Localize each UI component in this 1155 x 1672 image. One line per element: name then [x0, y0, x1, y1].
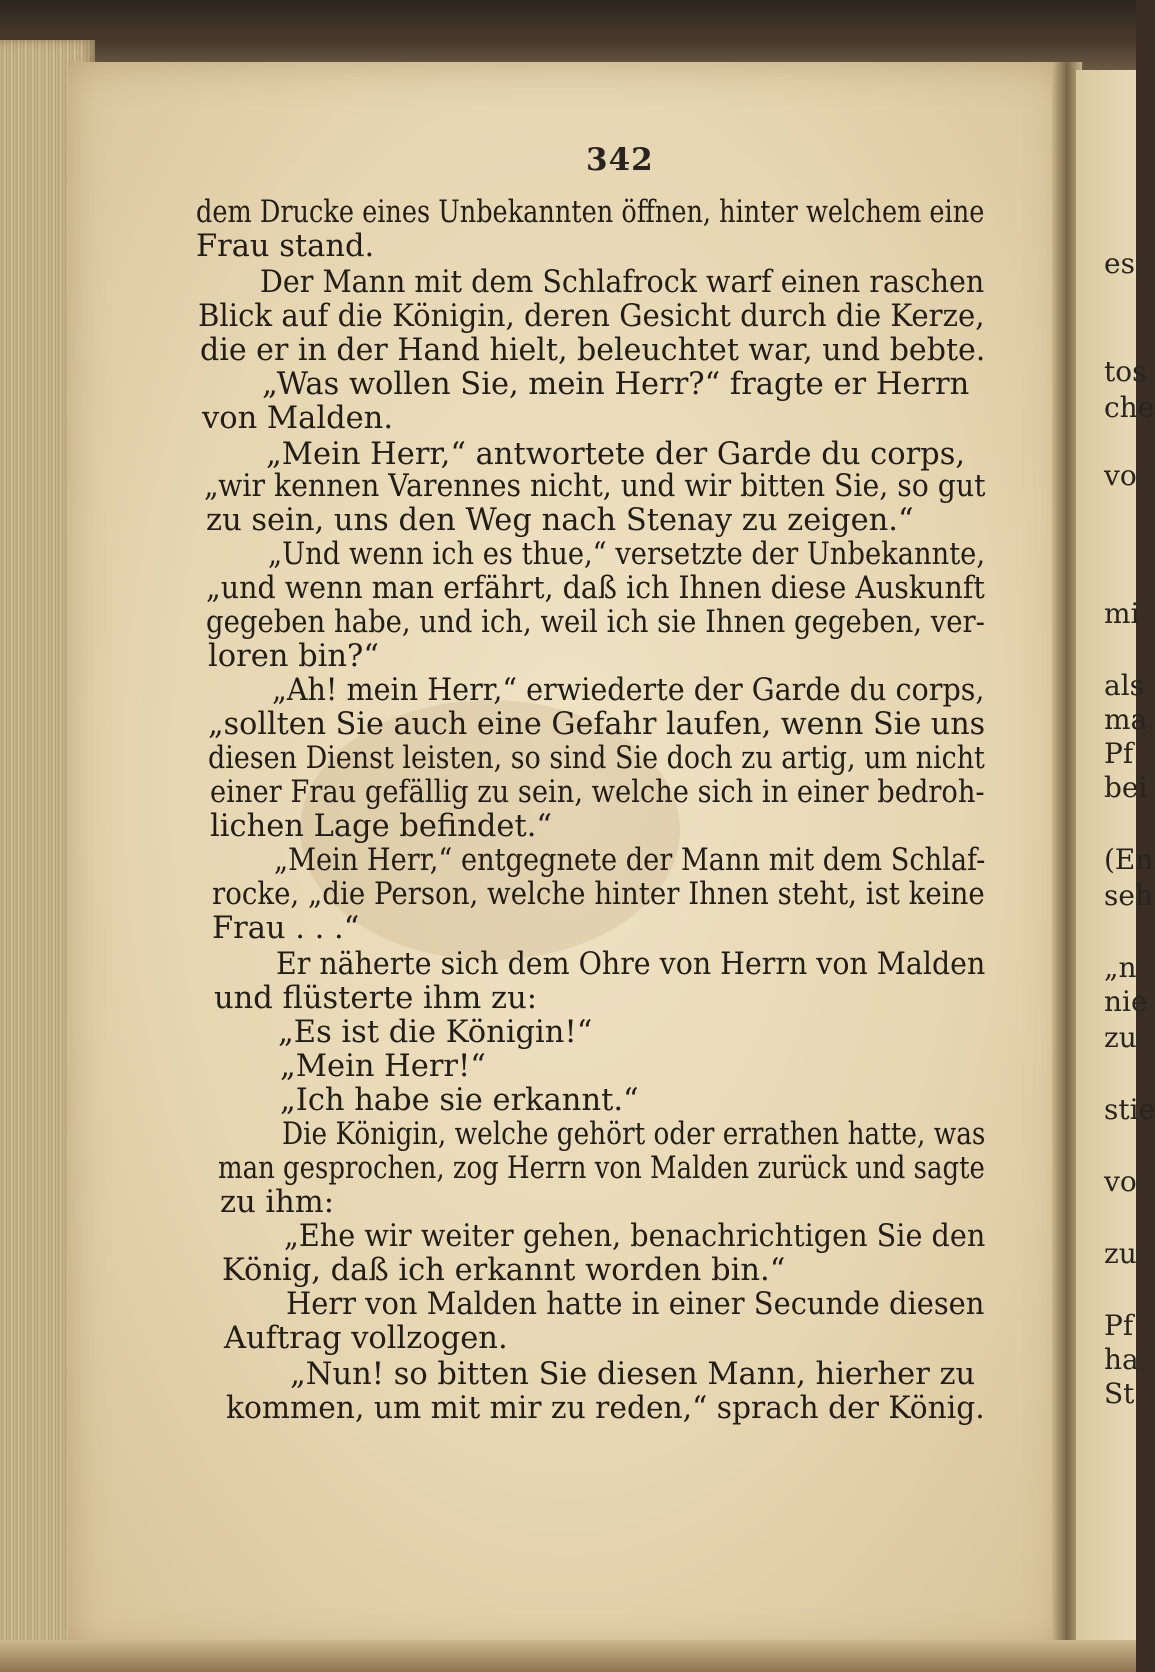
facing-fragment: als: [1104, 669, 1145, 702]
text-line: lichen Lage befindet.“: [210, 809, 553, 844]
text-line: Frau stand.: [196, 229, 375, 264]
text-line: rocke, „die Person, welche hinter Ihnen steht, ist keine: [212, 877, 985, 912]
text-line: kommen, um mit mir zu reden,“ sprach der König.: [226, 1391, 985, 1426]
text-line: gegeben habe, und ich, weil ich sie Ihnen gegeben, ver-: [206, 605, 985, 640]
facing-fragment: St: [1104, 1377, 1135, 1410]
facing-fragment: bei: [1104, 771, 1148, 804]
text-line: man gesprochen, zog Herrn von Malden zurück und sagte: [218, 1151, 985, 1186]
page-bottom-edge: [0, 1640, 1136, 1672]
text-line: König, daß ich erkannt worden bin.“: [222, 1253, 786, 1288]
text-line: diesen Dienst leisten, so sind Sie doch zu artig, um nicht: [208, 741, 985, 776]
facing-fragment: mi: [1104, 597, 1140, 630]
text-line: Er näherte sich dem Ohre von Herrn von Malden: [276, 947, 986, 982]
text-line: einer Frau gefällig zu sein, welche sich in einer bedroh-: [210, 775, 985, 810]
facing-fragment: ma: [1104, 703, 1148, 736]
text-line: „und wenn man erfährt, daß ich Ihnen diese Auskunft: [206, 571, 985, 606]
text-line: und flüsterte ihm zu:: [214, 981, 538, 1016]
text-line: „Es ist die Königin!“: [278, 1015, 593, 1050]
text-line: „Was wollen Sie, mein Herr?“ fragte er Herrn: [262, 367, 970, 402]
facing-fragment: nie: [1104, 985, 1148, 1018]
facing-fragment: es: [1104, 247, 1135, 280]
text-line: Blick auf die Königin, deren Gesicht durch die Kerze,: [198, 299, 985, 334]
text-line: zu ihm:: [220, 1185, 335, 1220]
book-cover-top: [0, 0, 1136, 70]
text-line: „sollten Sie auch eine Gefahr laufen, wenn Sie uns: [208, 707, 986, 742]
text-line: „Ehe wir weiter gehen, benachrichtigen Sie den: [284, 1219, 986, 1254]
facing-fragment: che: [1104, 391, 1155, 424]
text-line: „wir kennen Varennes nicht, und wir bitten Sie, so gut: [204, 469, 986, 504]
text-line: Die Königin, welche gehört oder errathen hatte, was: [282, 1117, 986, 1152]
text-line: dem Drucke eines Unbekannten öffnen, hinter welchem eine: [196, 195, 985, 230]
text-line: „Und wenn ich es thue,“ versetzte der Unbekannte,: [268, 537, 986, 572]
text-line: „Mein Herr,“ antwortete der Garde du corps,: [266, 437, 966, 472]
facing-fragment: Pf: [1104, 1309, 1134, 1342]
text-line: von Malden.: [202, 401, 394, 436]
text-line: loren bin?“: [208, 639, 379, 674]
facing-fragment: vo: [1104, 1165, 1137, 1198]
text-line: „Mein Herr!“: [280, 1049, 486, 1084]
facing-fragment: seh: [1104, 879, 1153, 912]
facing-fragment: stie: [1104, 1093, 1155, 1126]
text-line: Herr von Malden hatte in einer Secunde diesen: [286, 1287, 985, 1322]
text-line: Auftrag vollzogen.: [224, 1321, 508, 1356]
facing-fragment: zu: [1104, 1021, 1137, 1054]
text-line: „Ah! mein Herr,“ erwiederte der Garde du corps,: [272, 673, 985, 708]
facing-fragment: Pf: [1104, 737, 1134, 770]
facing-fragment: „n: [1104, 951, 1137, 984]
page-number: 342: [586, 142, 654, 178]
text-line: „Ich habe sie erkannt.“: [280, 1083, 639, 1118]
facing-fragment: zu: [1104, 1237, 1137, 1270]
facing-fragment: vo: [1104, 459, 1137, 492]
facing-fragment: tos: [1104, 355, 1147, 388]
facing-fragment: (En: [1104, 843, 1154, 876]
text-line: „Mein Herr,“ entgegnete der Mann mit dem Schlaf-: [274, 843, 986, 878]
text-line: Frau . . .“: [212, 911, 360, 946]
text-line: zu sein, uns den Weg nach Stenay zu zeigen.“: [206, 503, 914, 538]
text-line: Der Mann mit dem Schlafrock warf einen raschen: [260, 265, 985, 300]
facing-fragment: ha: [1104, 1343, 1139, 1376]
text-line: die er in der Hand hielt, beleuchtet war, und bebte.: [200, 333, 986, 368]
text-line: „Nun! so bitten Sie diesen Mann, hierher zu: [290, 1357, 976, 1392]
